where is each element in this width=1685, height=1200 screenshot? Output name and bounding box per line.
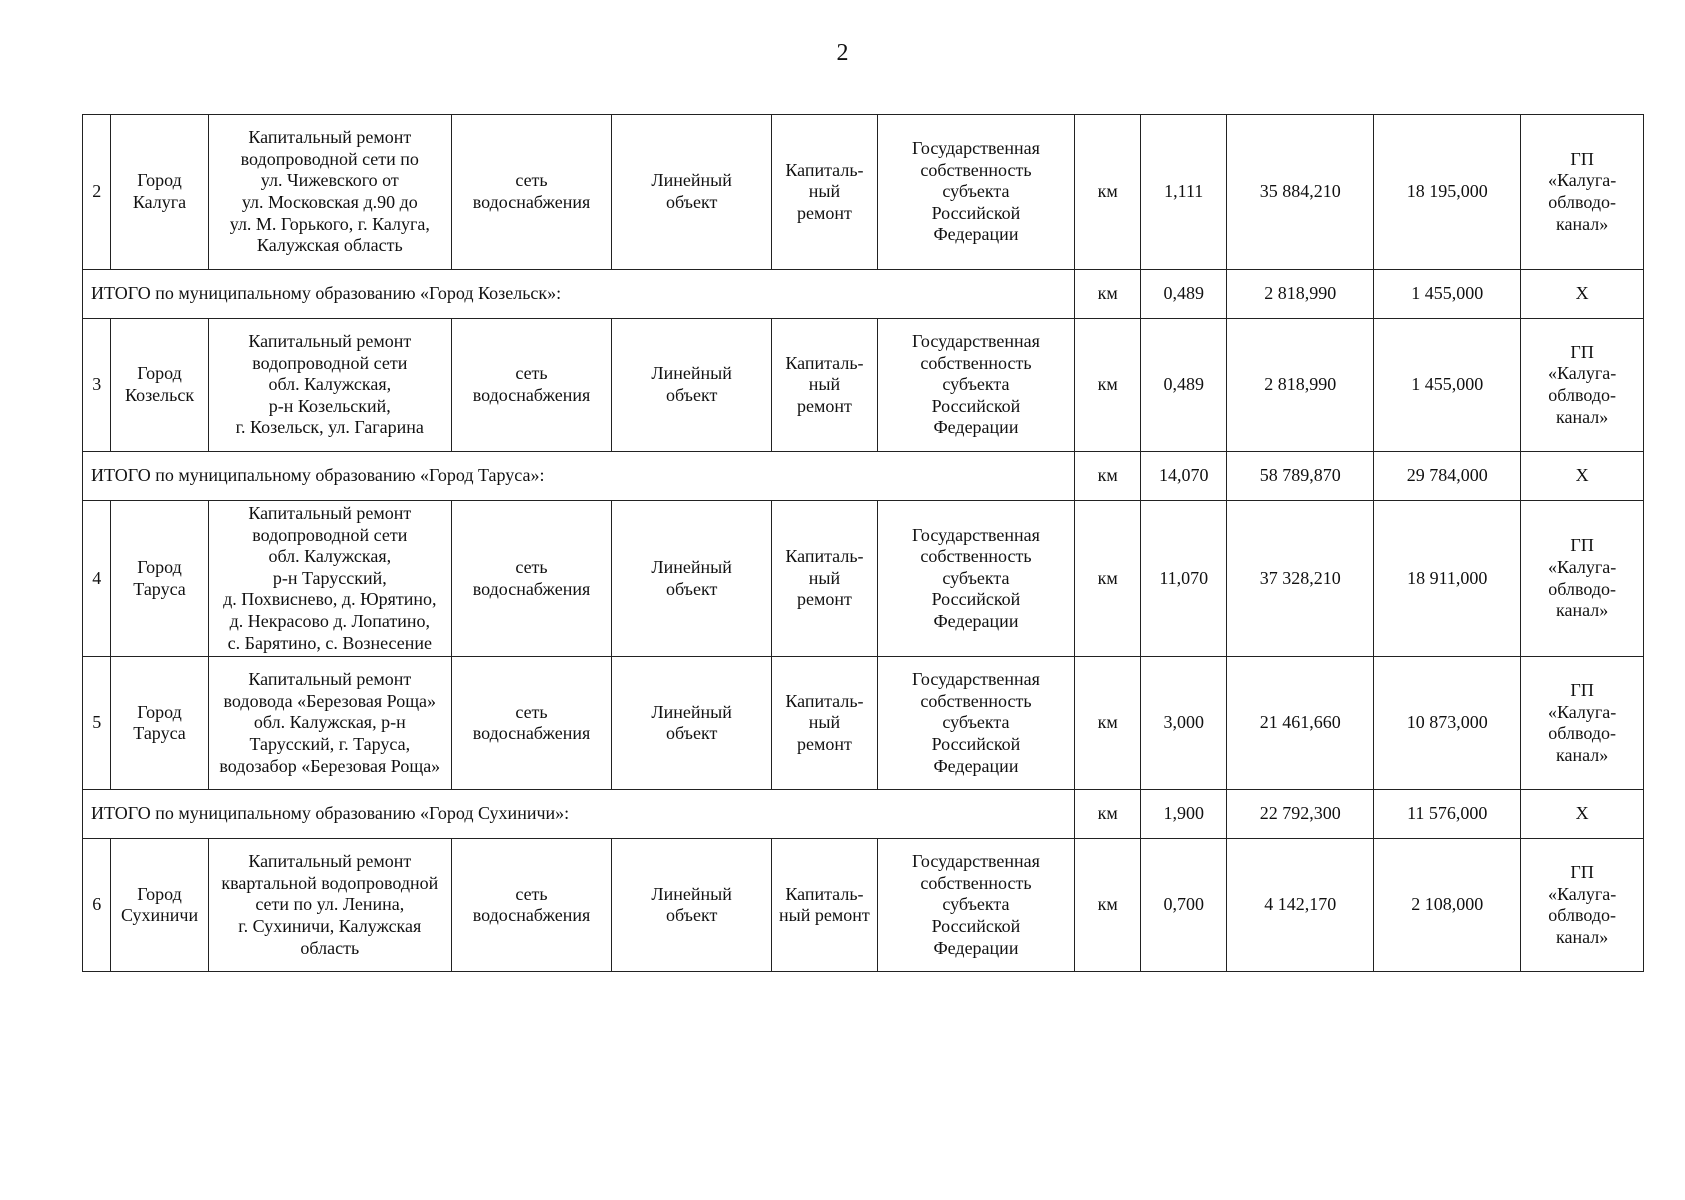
operator-cell-line: «Калуга- [1547,883,1617,904]
city-cell [111,115,208,270]
network-cell [451,319,611,452]
subsidy-cell: 10 873,000 [1374,657,1521,790]
network-cell-line: водоснабжения [472,385,591,405]
ownership-cell [877,839,1075,972]
description-cell [208,657,451,790]
subsidy-cell: 1 455,000 [1374,319,1521,452]
object-type-cell [612,319,772,452]
length-cell: 1,900 [1141,790,1227,839]
description-cell-line: р-н Тарусский, [272,567,387,588]
work-type-cell [772,839,877,972]
description-cell-line: Капитальный ремонт [248,127,412,148]
subsidy-cell: 1 455,000 [1374,270,1521,319]
operator-cell-line: «Калуга- [1547,363,1617,384]
row-number: 5 [83,657,111,790]
ownership-cell-line: собственность [920,546,1032,567]
description-cell-line: ул. М. Горького, г. Калуга, [229,213,430,234]
total-label: ИТОГО по муниципальному образованию «Город Таруса»: [83,452,1075,501]
work-type-cell [772,115,877,270]
object-type-cell-line: объект [665,578,718,599]
cost-cell: 58 789,870 [1227,452,1374,501]
operator-cell-line: облводо- [1548,905,1616,926]
operator-cell-line: облводо- [1548,385,1616,405]
length-cell: 1,111 [1141,115,1227,270]
ownership-cell-line: Федерации [933,417,1019,438]
description-cell-line: квартальной водопроводной [221,872,439,893]
city-cell-line: Таруса [133,723,186,744]
total-label: ИТОГО по муниципальному образованию «Город Козельск»: [83,270,1075,319]
unit-cell: км [1075,501,1141,657]
ownership-cell-line: Российской [931,733,1021,754]
operator-cell-line: ГП [1570,535,1594,556]
work-type-cell-line: ный [808,181,841,202]
network-cell-line: водоснабжения [472,578,591,599]
row-number: 4 [83,501,111,657]
description-cell-line: д. Некрасово д. Лопатино, [229,610,431,631]
description-cell-line: Тарусский, г. Таруса, [249,733,411,754]
subsidy-cell: 29 784,000 [1374,452,1521,501]
description-cell-line: водопроводной сети [252,524,408,545]
ownership-cell-line: Государственная [912,851,1040,872]
subsidy-cell: 18 911,000 [1374,501,1521,657]
object-type-cell-line: объект [665,905,718,926]
unit-cell: км [1075,115,1141,270]
operator-cell-line: облводо- [1548,578,1616,599]
network-cell-line: сеть [515,170,548,191]
operator-cell-line: «Калуга- [1547,556,1617,577]
description-cell-line: обл. Калужская, р-н [253,712,406,733]
network-cell-line: водоснабжения [472,192,591,212]
ownership-cell-line: Федерации [933,224,1019,245]
work-type-cell-line: ремонт [796,589,852,610]
table-row [83,657,1644,790]
description-cell [208,839,451,972]
description-cell-line: обл. Калужская, [268,546,392,567]
work-type-cell-line: Капиталь- [785,546,864,567]
work-type-cell-line: ный [808,374,841,395]
length-cell: 3,000 [1141,657,1227,790]
network-cell-line: сеть [515,883,548,904]
work-type-cell-line: ремонт [796,395,852,416]
mark-cell: Х [1521,790,1644,839]
description-cell-line: р-н Козельский, [268,395,391,416]
total-label: ИТОГО по муниципальному образованию «Город Сухиничи»: [83,790,1075,839]
description-cell-line: Капитальный ремонт [248,669,412,690]
operator-cell-line: облводо- [1548,723,1616,744]
network-cell-line: водоснабжения [472,905,591,926]
network-cell [451,115,611,270]
operator-cell-line: «Калуга- [1547,701,1617,722]
table-row [83,115,1644,270]
work-type-cell-line: ный [808,567,841,588]
city-cell [111,839,208,972]
ownership-cell-line: Российской [931,589,1021,610]
network-cell-line: сеть [515,701,548,722]
object-type-cell-line: Линейный [651,556,732,577]
length-cell: 0,700 [1141,839,1227,972]
ownership-cell-line: Федерации [933,610,1019,631]
ownership-cell-line: Государственная [912,524,1040,545]
description-cell-line: Капитальный ремонт [248,503,412,523]
city-cell-line: Город [137,883,182,904]
work-type-cell [772,319,877,452]
description-cell-line: ул. Чижевского от [260,170,399,191]
ownership-cell-line: Государственная [912,138,1040,159]
description-cell-line: водозабор «Березовая Роща» [219,755,441,776]
network-cell [451,839,611,972]
ownership-cell-line: Российской [931,202,1021,223]
mark-cell: Х [1521,270,1644,319]
ownership-cell-line: собственность [920,690,1032,711]
object-type-cell [612,839,772,972]
operator-cell-line: канал» [1556,600,1609,621]
ownership-cell-line: Федерации [933,937,1019,958]
description-cell-line: Капитальный ремонт [248,331,412,352]
work-type-cell-line: Капиталь- [785,690,864,711]
cost-cell: 2 818,990 [1227,319,1374,452]
unit-cell: км [1075,319,1141,452]
city-cell-line: Таруса [133,578,186,599]
ownership-cell [877,657,1075,790]
operator-cell-line: ГП [1570,679,1594,700]
description-cell-line: Капитальный ремонт [248,851,412,872]
city-cell [111,501,208,657]
object-type-cell-line: Линейный [651,701,732,722]
total-row [83,452,1644,501]
ownership-cell-line: субъекта [942,181,1010,202]
subsidy-cell: 18 195,000 [1374,115,1521,270]
operator-cell-line: канал» [1556,744,1609,765]
table-row [83,839,1644,972]
ownership-cell-line: субъекта [942,894,1010,915]
work-type-cell-line: ремонт [796,733,852,754]
description-cell-line: водопроводной сети по [240,148,419,169]
description-cell-line: Калужская область [256,235,403,256]
ownership-cell-line: Российской [931,395,1021,416]
network-cell [451,657,611,790]
unit-cell: км [1075,839,1141,972]
total-row [83,790,1644,839]
cost-cell: 22 792,300 [1227,790,1374,839]
cost-cell: 4 142,170 [1227,839,1374,972]
description-cell-line: водовода «Березовая Роща» [223,690,437,711]
length-cell: 0,489 [1141,319,1227,452]
ownership-cell [877,319,1075,452]
row-number: 2 [83,115,111,270]
city-cell [111,319,208,452]
operator-cell-line: канал» [1556,406,1609,427]
subsidy-cell: 2 108,000 [1374,839,1521,972]
total-row [83,270,1644,319]
cost-cell: 35 884,210 [1227,115,1374,270]
operator-cell-line: ГП [1570,341,1594,362]
table-row [83,319,1644,452]
ownership-cell-line: собственность [920,159,1032,180]
page-number: 2 [836,40,849,66]
ownership-cell-line: субъекта [942,374,1010,395]
row-number: 3 [83,319,111,452]
ownership-cell [877,115,1075,270]
ownership-cell-line: субъекта [942,567,1010,588]
object-type-cell-line: объект [665,192,718,212]
cost-cell: 37 328,210 [1227,501,1374,657]
unit-cell: км [1075,657,1141,790]
capital-repair-table [82,114,1644,972]
operator-cell [1521,501,1644,657]
mark-cell: Х [1521,452,1644,501]
object-type-cell [612,501,772,657]
city-cell-line: Город [137,363,182,384]
description-cell [208,501,451,657]
ownership-cell-line: Государственная [912,331,1040,352]
city-cell-line: Город [137,701,182,722]
network-cell-line: водоснабжения [472,723,591,744]
work-type-cell-line: ный [808,712,841,733]
subsidy-cell: 11 576,000 [1374,790,1521,839]
city-cell-line: Калуга [132,192,187,212]
operator-cell-line: канал» [1556,926,1609,947]
description-cell-line: ул. Московская д.90 до [241,192,418,212]
operator-cell-line: облводо- [1548,192,1616,212]
work-type-cell-line: Капиталь- [785,352,864,373]
ownership-cell-line: Российской [931,915,1021,936]
ownership-cell-line: субъекта [942,712,1010,733]
object-type-cell-line: Линейный [651,363,732,384]
cost-cell: 2 818,990 [1227,270,1374,319]
description-cell-line: г. Козельск, ул. Гагарина [235,417,424,438]
operator-cell [1521,839,1644,972]
work-type-cell [772,501,877,657]
operator-cell [1521,115,1644,270]
work-type-cell-line: ремонт [796,202,852,223]
work-type-cell-line: ный ремонт [779,905,870,926]
unit-cell: км [1075,790,1141,839]
description-cell-line: область [300,937,360,958]
description-cell-line: водопроводной сети [252,352,408,373]
description-cell-line: д. Похвиснево, д. Юрятино, [223,589,437,610]
row-number: 6 [83,839,111,972]
length-cell: 0,489 [1141,270,1227,319]
description-cell [208,319,451,452]
city-cell-line: Город [137,170,182,191]
table-body [83,115,1644,972]
ownership-cell [877,501,1075,657]
description-cell-line: с. Барятино, с. Вознесение [227,632,432,653]
operator-cell [1521,657,1644,790]
description-cell-line: обл. Калужская, [268,374,392,395]
operator-cell-line: ГП [1570,148,1594,169]
object-type-cell-line: Линейный [651,883,732,904]
description-cell-line: г. Сухиничи, Калужская [238,915,422,936]
network-cell [451,501,611,657]
operator-cell-line: канал» [1556,213,1609,234]
ownership-cell-line: Федерации [933,755,1019,776]
network-cell-line: сеть [515,556,548,577]
unit-cell: км [1075,270,1141,319]
operator-cell [1521,319,1644,452]
city-cell-line: Город [137,556,182,577]
description-cell-line: сети по ул. Ленина, [255,894,405,915]
unit-cell: км [1075,452,1141,501]
work-type-cell-line: Капиталь- [785,159,864,180]
operator-cell-line: ГП [1570,861,1594,882]
length-cell: 14,070 [1141,452,1227,501]
table-row [83,501,1644,657]
ownership-cell-line: собственность [920,872,1032,893]
ownership-cell-line: Государственная [912,669,1040,690]
ownership-cell-line: собственность [920,352,1032,373]
length-cell: 11,070 [1141,501,1227,657]
object-type-cell [612,657,772,790]
network-cell-line: сеть [515,363,548,384]
operator-cell-line: «Калуга- [1547,170,1617,191]
cost-cell: 21 461,660 [1227,657,1374,790]
work-type-cell [772,657,877,790]
object-type-cell-line: объект [665,385,718,405]
object-type-cell [612,115,772,270]
city-cell-line: Сухиничи [120,905,199,926]
object-type-cell-line: Линейный [651,170,732,191]
work-type-cell-line: Капиталь- [785,883,864,904]
city-cell-line: Козельск [124,385,195,405]
object-type-cell-line: объект [665,723,718,744]
city-cell [111,657,208,790]
description-cell [208,115,451,270]
